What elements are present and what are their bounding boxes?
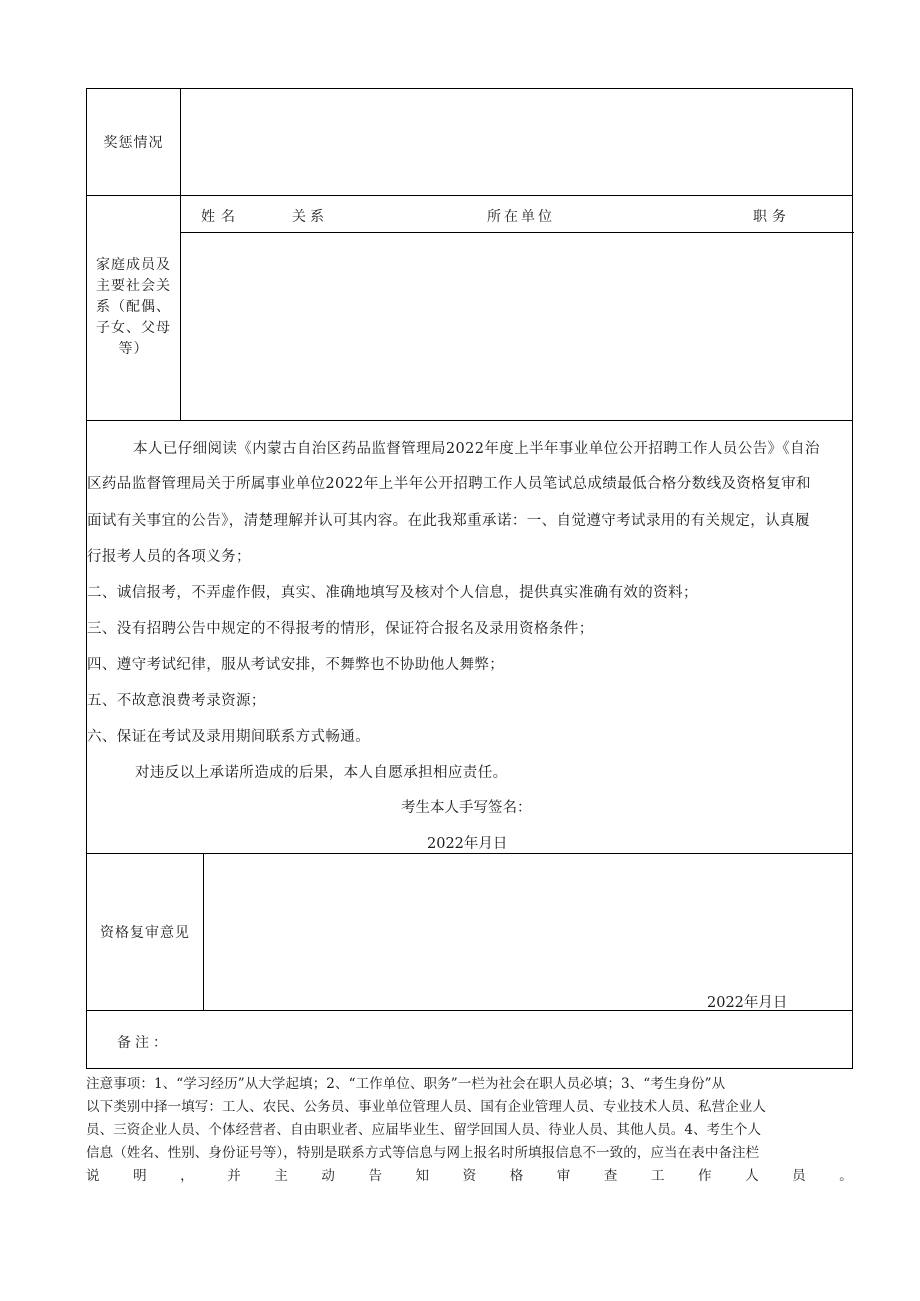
notes-word: ，: [180, 1168, 194, 1184]
notes-word: 审: [556, 1168, 571, 1184]
header-name: 姓名: [201, 209, 241, 225]
notes-word: 资: [462, 1168, 477, 1184]
remarks-area[interactable]: [167, 1011, 853, 1068]
family-label-line: 家庭成员及: [96, 257, 171, 273]
notes-word: 人: [745, 1168, 759, 1184]
pledge-line: 六、保证在考试及录用期间联系方式畅通。: [87, 729, 371, 745]
header-relation: 关系: [292, 209, 328, 225]
notes-line: 以下类别中择一填写：工人、农民、公务员、事业单位管理人员、国有企业管理人员、专业技术人员、私营企业人: [86, 1099, 766, 1115]
notes-word: 动: [321, 1168, 335, 1184]
pledge-line: 本人已仔细阅读《内蒙古自治区药品监督管理局2022年度上半年事业单位公开招聘工作人员公告》《自治: [133, 441, 820, 457]
pledge-line: 二、诚信报考，不弄虚作假，真实、准确地填写及核对个人信息，提供真实准确有效的资料；: [87, 585, 698, 601]
notes-word: 格: [509, 1168, 524, 1184]
awards-value[interactable]: [181, 89, 853, 195]
review-date: 2022年月日: [707, 995, 788, 1011]
pledge-line: 面试有关事宜的公告》，清楚理解并认可其内容。在此我郑重承诺：一、自觉遵守考试录用的有关规定，认真履: [87, 513, 810, 529]
pledge-line: 三、没有招聘公告中规定的不得报考的情形，保证符合报名及录用资格条件；: [87, 621, 594, 637]
family-members-area[interactable]: [181, 233, 853, 419]
notes: [86, 1073, 853, 1188]
notes-word: 作: [698, 1168, 712, 1184]
notes-line: 信息（姓名、性别、身份证号等），特别是联系方式等信息与网上报名时所填报信息不一致的，应当在表中备注栏: [86, 1145, 760, 1161]
awards-divider: [180, 89, 181, 195]
remarks-label: 备注：: [117, 1035, 171, 1051]
header-position: 职务: [753, 209, 791, 225]
notes-last-line: [86, 1165, 853, 1188]
notes-word: 主: [274, 1168, 288, 1184]
notes-word: 员: [792, 1168, 806, 1184]
notes-word: 说: [86, 1168, 100, 1184]
review-label: 资格复审意见: [100, 924, 190, 941]
notes-word: 。: [839, 1168, 853, 1184]
pledge-line: 行报考人员的各项义务；: [87, 549, 251, 565]
notes-word: 告: [368, 1168, 383, 1184]
family-label-line: 子女、父母: [96, 320, 171, 336]
notes-word: 知: [415, 1168, 430, 1184]
awards-label: 奖惩情况: [103, 135, 164, 151]
family-label: [87, 196, 180, 419]
notes-word: 查: [603, 1168, 618, 1184]
review-opinion-area[interactable]: [204, 854, 853, 984]
row-divider-1: [87, 195, 852, 196]
pledge-line: 四、遵守考试纪律，服从考试安排，不舞弊也不协助他人舞弊；: [87, 657, 505, 673]
header-unit: 所在单位: [487, 209, 555, 225]
pledge-line: 区药品监督管理局关于所属事业单位2022年上半年公开招聘工作人员笔试总成绩最低合格分数线及资格复审和: [87, 476, 811, 492]
pledge-line: 五、不故意浪费考录资源；: [87, 693, 266, 709]
pledge-date: 2022年月日: [427, 836, 508, 852]
notes-word: 工: [650, 1168, 665, 1184]
notes-word: 并: [227, 1168, 241, 1184]
notes-line: 注意事项：1、“学习经历”从大学起填；2、“工作单位、职务”一栏为社会在职人员必填；3、“考生身份”从: [86, 1076, 726, 1092]
family-label-line: 主要社会关: [96, 278, 171, 294]
pledge-line: 对违反以上承诺所造成的后果，本人自愿承担相应责任。: [135, 765, 508, 781]
family-label-line: 系（配偶、: [96, 299, 171, 315]
signature-label: 考生本人手写签名：: [401, 800, 532, 816]
application-form: [86, 88, 853, 1069]
notes-line: 员、三资企业人员、个体经营者、自由职业者、应届毕业生、留学回国人员、待业人员、其他人员。4、考生个人: [86, 1122, 762, 1138]
notes-word: 明: [133, 1168, 147, 1184]
row-divider-2: [87, 420, 852, 421]
family-label-line: 等）: [118, 341, 149, 357]
